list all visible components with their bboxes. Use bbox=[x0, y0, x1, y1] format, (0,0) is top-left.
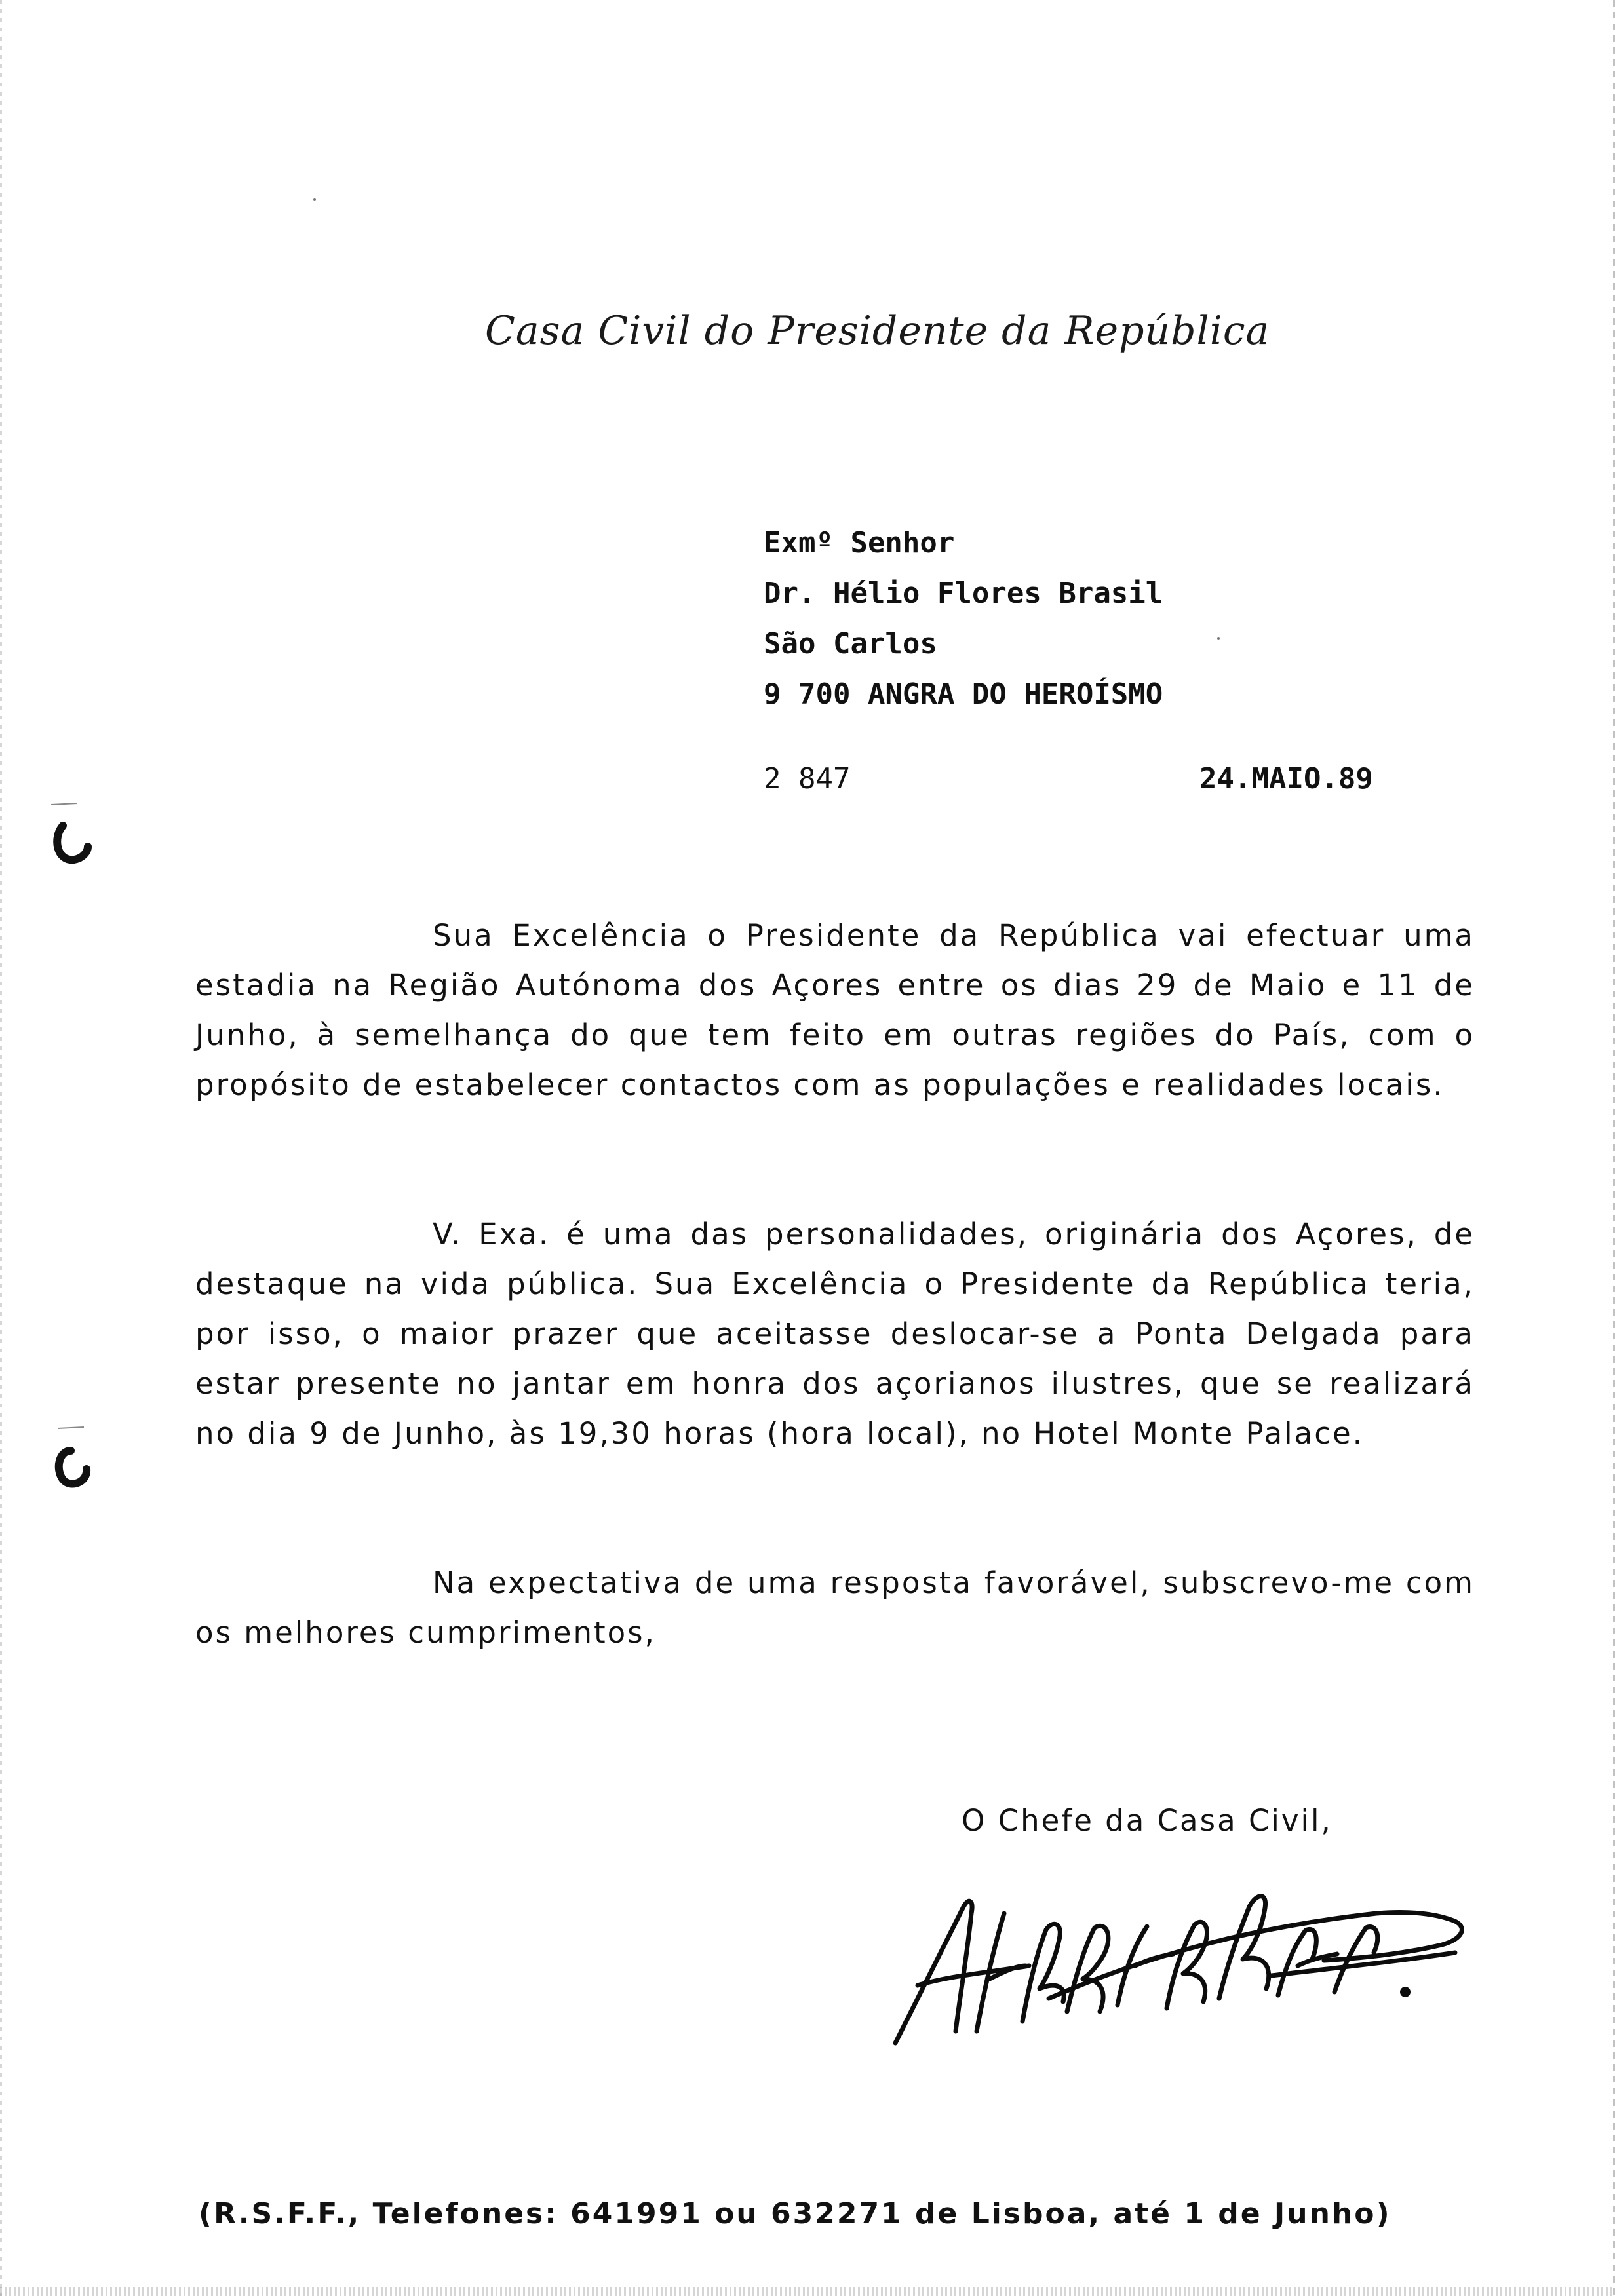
closing-title: O Chefe da Casa Civil, bbox=[962, 1803, 1333, 1838]
reference-number: 2 847 bbox=[764, 762, 851, 795]
punch-hole-mark bbox=[45, 1422, 97, 1494]
body-paragraph-text: Sua Excelência o Presidente da República vai efectuar uma estadia na Região Autónoma dos Açores entre os dias 29 de Maio e 11 de Junho, à semelhança do que tem feito em outras regiões do País, com o propósito de estabelecer contactos com as populações e realidades locais. bbox=[195, 918, 1475, 1102]
body-paragraph bbox=[195, 911, 1475, 1110]
body-paragraph-text: Na expectativa de uma resposta favorável, subscrevo-me com os melhores cumprimentos, bbox=[195, 1565, 1475, 1650]
recipient-street: São Carlos bbox=[764, 627, 937, 660]
footer-note: (R.S.F.F., Telefones: 641991 ou 632271 de Lisboa, até 1 de Junho) bbox=[199, 2197, 1391, 2230]
body-paragraph bbox=[195, 1558, 1475, 1658]
body-paragraph bbox=[195, 1210, 1475, 1459]
scan-edge-bottom bbox=[0, 2287, 1615, 2296]
recipient-city: 9 700 ANGRA DO HEROÍSMO bbox=[764, 678, 1163, 711]
scan-edge-left bbox=[0, 0, 2, 2296]
recipient-salutation: Exmº Senhor bbox=[764, 526, 955, 560]
recipient-address bbox=[764, 518, 1163, 719]
recipient-name: Dr. Hélio Flores Brasil bbox=[764, 577, 1163, 610]
scan-speck bbox=[313, 198, 316, 201]
letterhead: Casa Civil do Presidente da República bbox=[485, 308, 1270, 354]
punch-hole-mark bbox=[45, 799, 97, 871]
body-paragraph-text: V. Exa. é uma das personalidades, originária dos Açores, de destaque na vida pública. Sua Excelência o Presidente da República teria, por isso, o maior prazer que aceitasse deslocar-se a Ponta Delgada para estar presente no jantar em honra dos açorianos ilustres, que se realizará no dia 9 de Junho, às 19,30 horas (hora local), no Hotel Monte Palace. bbox=[195, 1217, 1475, 1451]
letter-date: 24.MAIO.89 bbox=[1199, 762, 1373, 795]
scan-speck bbox=[1217, 637, 1220, 640]
handwritten-signature bbox=[891, 1867, 1481, 2064]
